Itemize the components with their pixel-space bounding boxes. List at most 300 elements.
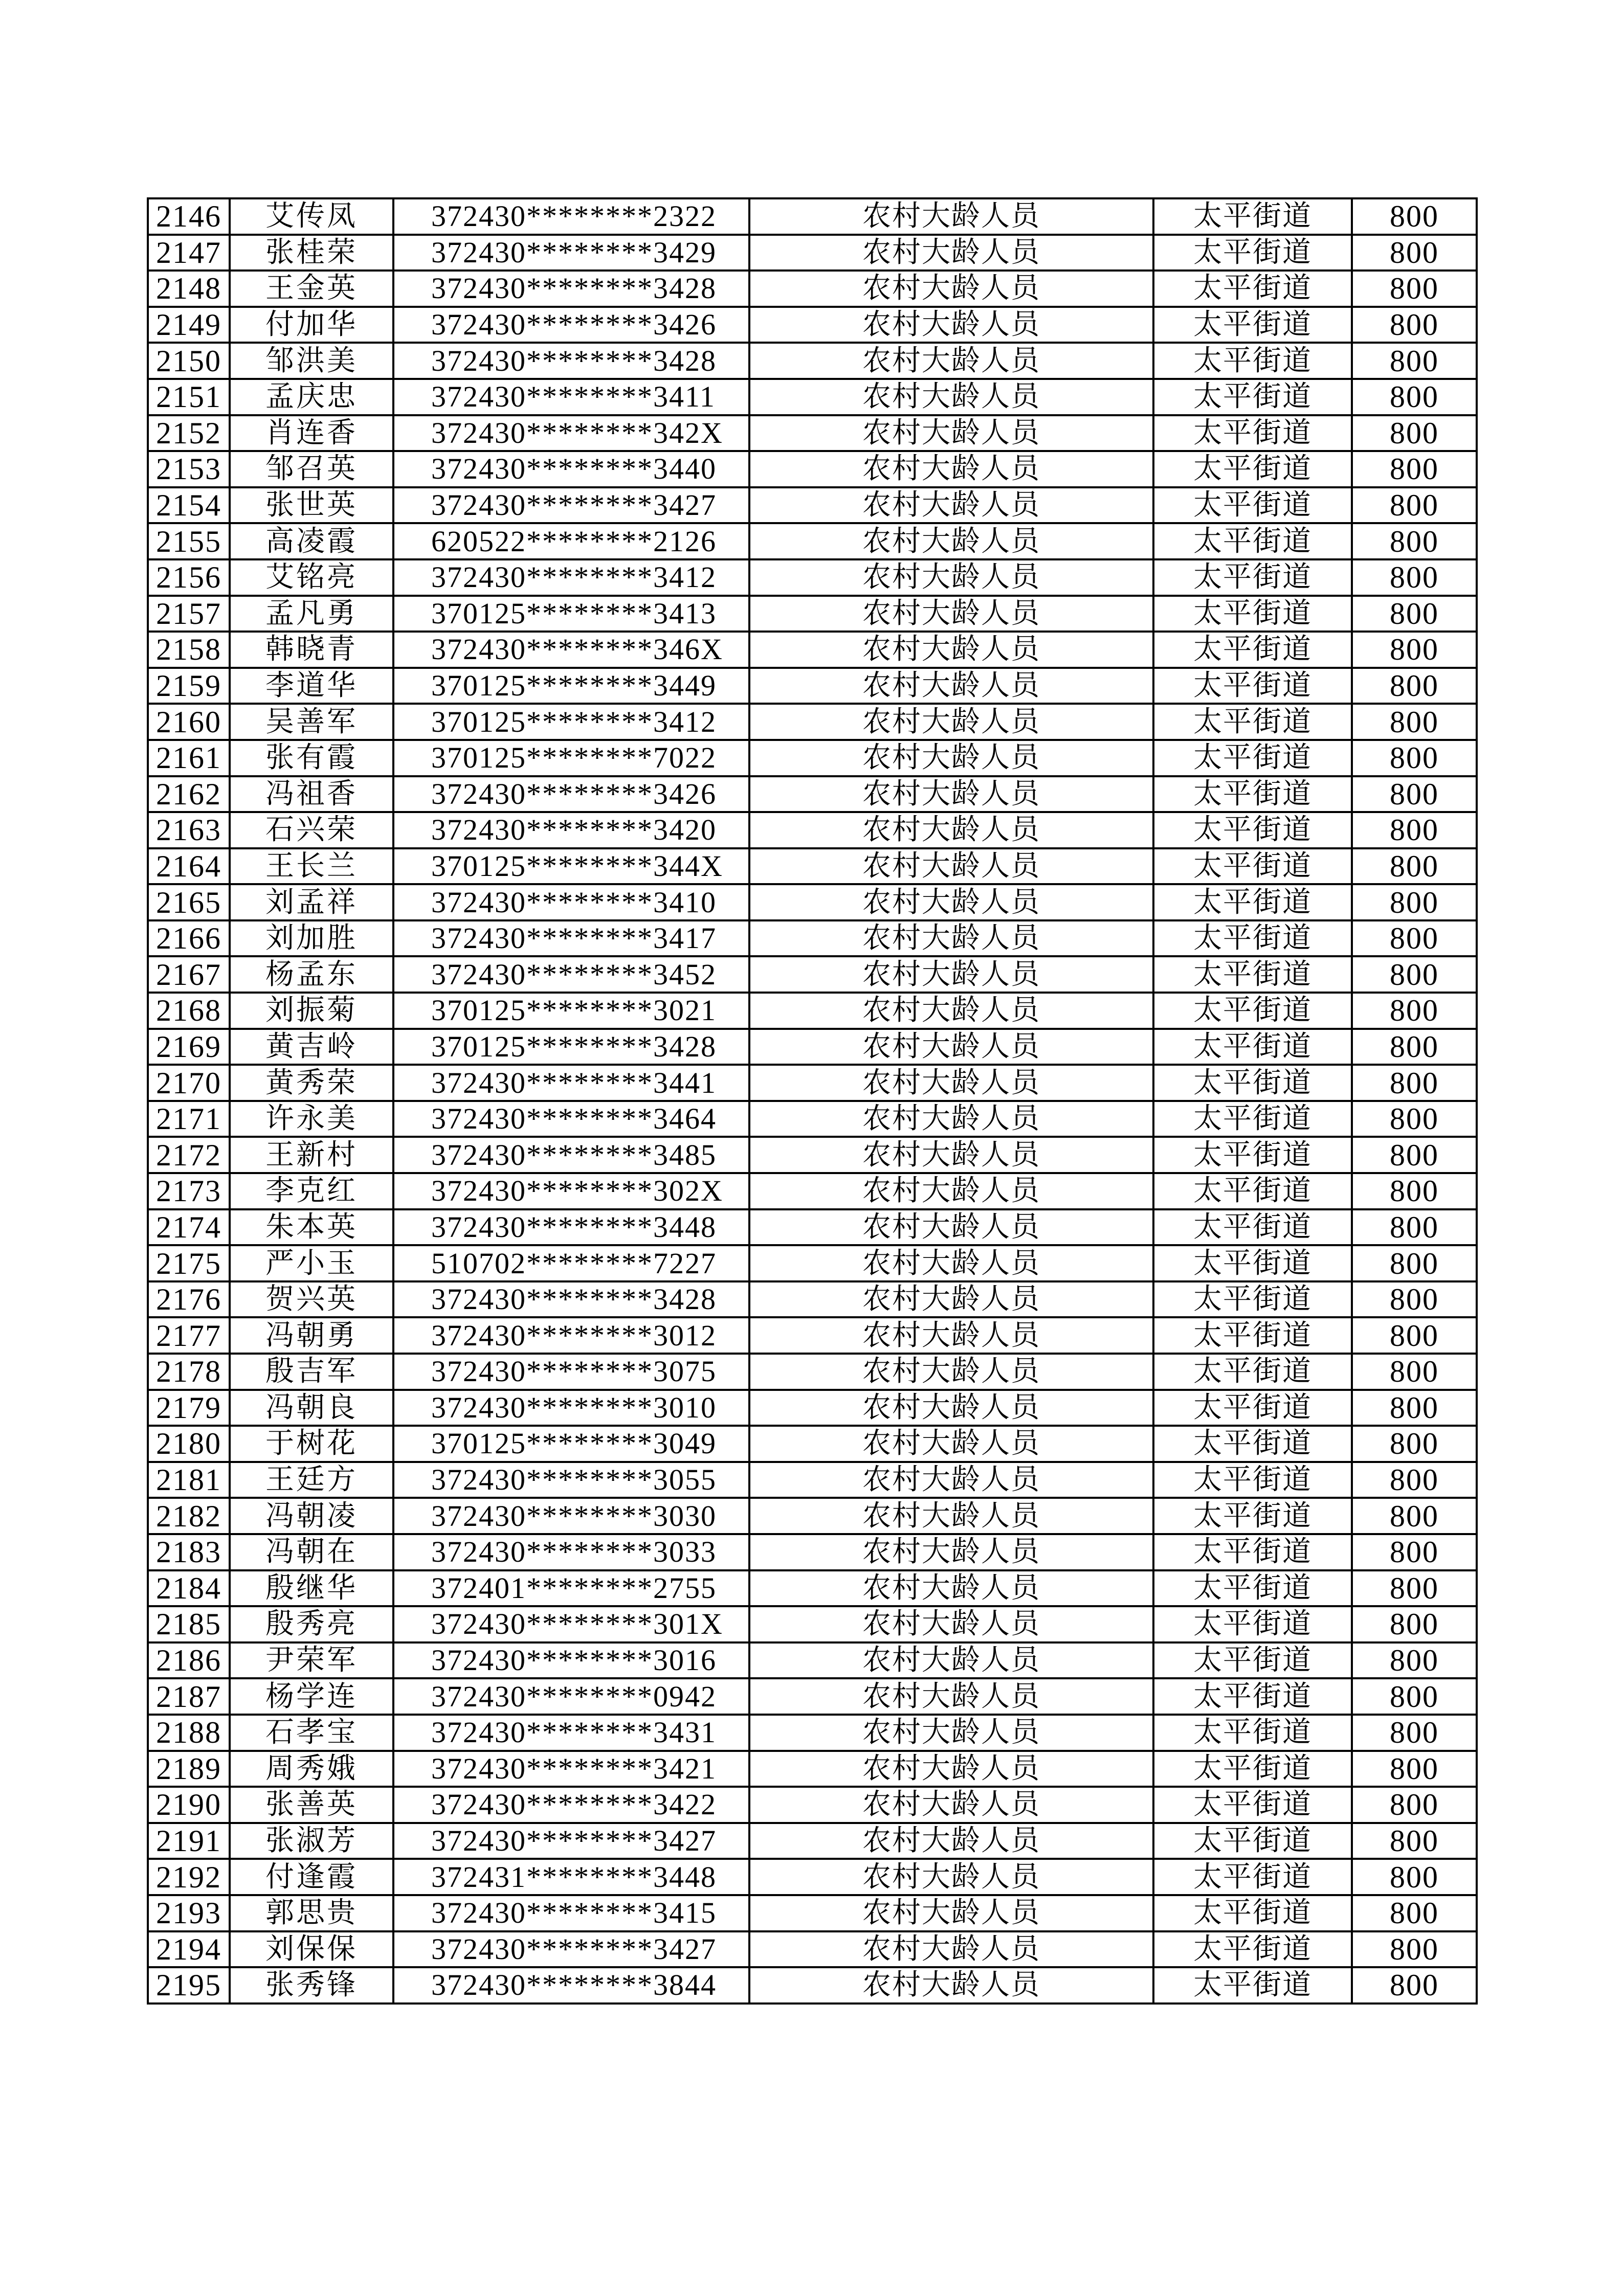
name-cell: 艾传凤 xyxy=(230,198,393,235)
row-number-cell: 2164 xyxy=(148,848,230,885)
table-row xyxy=(148,812,1477,848)
table-row xyxy=(148,1895,1477,1931)
name-cell: 周秀娥 xyxy=(230,1751,393,1787)
id-number-cell: 372430********3420 xyxy=(393,812,749,848)
category-cell: 农村大龄人员 xyxy=(749,993,1153,1029)
street-cell: 太平街道 xyxy=(1153,1209,1352,1246)
table-row xyxy=(148,704,1477,740)
name-cell: 贺兴英 xyxy=(230,1281,393,1318)
name-cell: 李道华 xyxy=(230,668,393,704)
amount-cell: 800 xyxy=(1352,812,1477,848)
amount-cell: 800 xyxy=(1352,668,1477,704)
category-cell: 农村大龄人员 xyxy=(749,1426,1153,1462)
category-cell: 农村大龄人员 xyxy=(749,632,1153,668)
amount-cell: 800 xyxy=(1352,415,1477,452)
id-number-cell: 372430********3415 xyxy=(393,1895,749,1931)
street-cell: 太平街道 xyxy=(1153,307,1352,343)
table-row xyxy=(148,1715,1477,1751)
street-cell: 太平街道 xyxy=(1153,848,1352,885)
street-cell: 太平街道 xyxy=(1153,379,1352,415)
category-cell: 农村大龄人员 xyxy=(749,235,1153,271)
id-number-cell: 372430********3464 xyxy=(393,1101,749,1137)
name-cell: 刘振菊 xyxy=(230,993,393,1029)
amount-cell: 800 xyxy=(1352,379,1477,415)
id-number-cell: 372430********3422 xyxy=(393,1787,749,1823)
category-cell: 农村大龄人员 xyxy=(749,1390,1153,1426)
category-cell: 农村大龄人员 xyxy=(749,1895,1153,1931)
amount-cell: 800 xyxy=(1352,704,1477,740)
street-cell: 太平街道 xyxy=(1153,1426,1352,1462)
id-number-cell: 510702********7227 xyxy=(393,1245,749,1281)
row-number-cell: 2159 xyxy=(148,668,230,704)
id-number-cell: 370125********344X xyxy=(393,848,749,885)
street-cell: 太平街道 xyxy=(1153,1570,1352,1607)
table-row xyxy=(148,776,1477,813)
id-number-cell: 372430********3412 xyxy=(393,559,749,596)
id-number-cell: 372401********2755 xyxy=(393,1570,749,1607)
name-cell: 孟庆忠 xyxy=(230,379,393,415)
name-cell: 肖连香 xyxy=(230,415,393,452)
row-number-cell: 2152 xyxy=(148,415,230,452)
amount-cell: 800 xyxy=(1352,307,1477,343)
id-number-cell: 620522********2126 xyxy=(393,523,749,559)
category-cell: 农村大龄人员 xyxy=(749,1065,1153,1101)
category-cell: 农村大龄人员 xyxy=(749,1281,1153,1318)
category-cell: 农村大龄人员 xyxy=(749,415,1153,452)
row-number-cell: 2179 xyxy=(148,1390,230,1426)
street-cell: 太平街道 xyxy=(1153,1895,1352,1931)
name-cell: 李克红 xyxy=(230,1173,393,1209)
name-cell: 尹荣军 xyxy=(230,1642,393,1679)
category-cell: 农村大龄人员 xyxy=(749,559,1153,596)
amount-cell: 800 xyxy=(1352,559,1477,596)
category-cell: 农村大龄人员 xyxy=(749,668,1153,704)
id-number-cell: 372430********301X xyxy=(393,1606,749,1642)
id-number-cell: 372430********3427 xyxy=(393,1823,749,1859)
amount-cell: 800 xyxy=(1352,740,1477,776)
name-cell: 王长兰 xyxy=(230,848,393,885)
id-number-cell: 372430********3410 xyxy=(393,884,749,920)
street-cell: 太平街道 xyxy=(1153,487,1352,524)
amount-cell: 800 xyxy=(1352,1498,1477,1534)
id-number-cell: 372430********3441 xyxy=(393,1065,749,1101)
table-row xyxy=(148,1354,1477,1390)
id-number-cell: 372430********2322 xyxy=(393,198,749,235)
id-number-cell: 370125********3413 xyxy=(393,596,749,632)
table-row xyxy=(148,1823,1477,1859)
id-number-cell: 372430********3427 xyxy=(393,487,749,524)
row-number-cell: 2195 xyxy=(148,1967,230,2004)
row-number-cell: 2180 xyxy=(148,1426,230,1462)
name-cell: 张秀锋 xyxy=(230,1967,393,2004)
street-cell: 太平街道 xyxy=(1153,235,1352,271)
category-cell: 农村大龄人员 xyxy=(749,1967,1153,2004)
name-cell: 王金英 xyxy=(230,271,393,307)
id-number-cell: 372430********3844 xyxy=(393,1967,749,2004)
street-cell: 太平街道 xyxy=(1153,812,1352,848)
street-cell: 太平街道 xyxy=(1153,1715,1352,1751)
table-row xyxy=(148,740,1477,776)
street-cell: 太平街道 xyxy=(1153,596,1352,632)
amount-cell: 800 xyxy=(1352,1642,1477,1679)
street-cell: 太平街道 xyxy=(1153,1462,1352,1498)
name-cell: 吴善军 xyxy=(230,704,393,740)
amount-cell: 800 xyxy=(1352,920,1477,957)
category-cell: 农村大龄人员 xyxy=(749,704,1153,740)
row-number-cell: 2191 xyxy=(148,1823,230,1859)
street-cell: 太平街道 xyxy=(1153,1317,1352,1354)
street-cell: 太平街道 xyxy=(1153,1029,1352,1065)
amount-cell: 800 xyxy=(1352,1859,1477,1895)
amount-cell: 800 xyxy=(1352,1895,1477,1931)
street-cell: 太平街道 xyxy=(1153,451,1352,487)
amount-cell: 800 xyxy=(1352,1823,1477,1859)
amount-cell: 800 xyxy=(1352,1606,1477,1642)
name-cell: 张桂荣 xyxy=(230,235,393,271)
id-number-cell: 372430********3421 xyxy=(393,1751,749,1787)
category-cell: 农村大龄人员 xyxy=(749,596,1153,632)
row-number-cell: 2167 xyxy=(148,956,230,993)
category-cell: 农村大龄人员 xyxy=(749,1787,1153,1823)
category-cell: 农村大龄人员 xyxy=(749,1245,1153,1281)
table-row xyxy=(148,1498,1477,1534)
street-cell: 太平街道 xyxy=(1153,523,1352,559)
street-cell: 太平街道 xyxy=(1153,1606,1352,1642)
category-cell: 农村大龄人员 xyxy=(749,1570,1153,1607)
amount-cell: 800 xyxy=(1352,1173,1477,1209)
table-row xyxy=(148,307,1477,343)
table-row xyxy=(148,1534,1477,1570)
street-cell: 太平街道 xyxy=(1153,1498,1352,1534)
row-number-cell: 2173 xyxy=(148,1173,230,1209)
street-cell: 太平街道 xyxy=(1153,704,1352,740)
name-cell: 艾铭亮 xyxy=(230,559,393,596)
table-row xyxy=(148,632,1477,668)
street-cell: 太平街道 xyxy=(1153,1751,1352,1787)
row-number-cell: 2165 xyxy=(148,884,230,920)
street-cell: 太平街道 xyxy=(1153,343,1352,379)
street-cell: 太平街道 xyxy=(1153,1390,1352,1426)
row-number-cell: 2172 xyxy=(148,1137,230,1173)
row-number-cell: 2151 xyxy=(148,379,230,415)
table-row xyxy=(148,1137,1477,1173)
amount-cell: 800 xyxy=(1352,1317,1477,1354)
table-row xyxy=(148,956,1477,993)
row-number-cell: 2182 xyxy=(148,1498,230,1534)
id-number-cell: 372430********3440 xyxy=(393,451,749,487)
category-cell: 农村大龄人员 xyxy=(749,1642,1153,1679)
id-number-cell: 372430********3428 xyxy=(393,343,749,379)
street-cell: 太平街道 xyxy=(1153,632,1352,668)
table-row xyxy=(148,1967,1477,2004)
amount-cell: 800 xyxy=(1352,1967,1477,2004)
table-row xyxy=(148,523,1477,559)
id-number-cell: 370125********3412 xyxy=(393,704,749,740)
table-row xyxy=(148,1570,1477,1607)
name-cell: 付逢霞 xyxy=(230,1859,393,1895)
name-cell: 付加华 xyxy=(230,307,393,343)
row-number-cell: 2177 xyxy=(148,1317,230,1354)
street-cell: 太平街道 xyxy=(1153,740,1352,776)
row-number-cell: 2147 xyxy=(148,235,230,271)
amount-cell: 800 xyxy=(1352,884,1477,920)
amount-cell: 800 xyxy=(1352,343,1477,379)
id-number-cell: 372430********0942 xyxy=(393,1678,749,1715)
row-number-cell: 2186 xyxy=(148,1642,230,1679)
category-cell: 农村大龄人员 xyxy=(749,1317,1153,1354)
table-row xyxy=(148,1065,1477,1101)
id-number-cell: 372430********3485 xyxy=(393,1137,749,1173)
amount-cell: 800 xyxy=(1352,1137,1477,1173)
street-cell: 太平街道 xyxy=(1153,776,1352,813)
category-cell: 农村大龄人员 xyxy=(749,487,1153,524)
row-number-cell: 2166 xyxy=(148,920,230,957)
table-row xyxy=(148,1642,1477,1679)
table-row xyxy=(148,1462,1477,1498)
amount-cell: 800 xyxy=(1352,1029,1477,1065)
id-number-cell: 372431********3448 xyxy=(393,1859,749,1895)
category-cell: 农村大龄人员 xyxy=(749,920,1153,957)
row-number-cell: 2160 xyxy=(148,704,230,740)
category-cell: 农村大龄人员 xyxy=(749,956,1153,993)
amount-cell: 800 xyxy=(1352,848,1477,885)
name-cell: 高凌霞 xyxy=(230,523,393,559)
row-number-cell: 2148 xyxy=(148,271,230,307)
table-row xyxy=(148,1281,1477,1318)
id-number-cell: 372430********3429 xyxy=(393,235,749,271)
amount-cell: 800 xyxy=(1352,1354,1477,1390)
name-cell: 王廷方 xyxy=(230,1462,393,1498)
amount-cell: 800 xyxy=(1352,1751,1477,1787)
table-row xyxy=(148,415,1477,452)
street-cell: 太平街道 xyxy=(1153,559,1352,596)
table-row xyxy=(148,1426,1477,1462)
id-number-cell: 372430********3452 xyxy=(393,956,749,993)
table-row xyxy=(148,1931,1477,1968)
id-number-cell: 370125********3049 xyxy=(393,1426,749,1462)
id-number-cell: 372430********3055 xyxy=(393,1462,749,1498)
row-number-cell: 2150 xyxy=(148,343,230,379)
name-cell: 郭思贵 xyxy=(230,1895,393,1931)
id-number-cell: 372430********3428 xyxy=(393,271,749,307)
street-cell: 太平街道 xyxy=(1153,1354,1352,1390)
category-cell: 农村大龄人员 xyxy=(749,1137,1153,1173)
row-number-cell: 2171 xyxy=(148,1101,230,1137)
street-cell: 太平街道 xyxy=(1153,271,1352,307)
street-cell: 太平街道 xyxy=(1153,1137,1352,1173)
id-number-cell: 372430********3426 xyxy=(393,307,749,343)
category-cell: 农村大龄人员 xyxy=(749,307,1153,343)
category-cell: 农村大龄人员 xyxy=(749,1931,1153,1968)
table-row xyxy=(148,487,1477,524)
street-cell: 太平街道 xyxy=(1153,884,1352,920)
name-cell: 严小玉 xyxy=(230,1245,393,1281)
row-number-cell: 2169 xyxy=(148,1029,230,1065)
street-cell: 太平街道 xyxy=(1153,1823,1352,1859)
street-cell: 太平街道 xyxy=(1153,1101,1352,1137)
table-row xyxy=(148,451,1477,487)
category-cell: 农村大龄人员 xyxy=(749,1606,1153,1642)
amount-cell: 800 xyxy=(1352,776,1477,813)
row-number-cell: 2192 xyxy=(148,1859,230,1895)
id-number-cell: 370125********3428 xyxy=(393,1029,749,1065)
amount-cell: 800 xyxy=(1352,1065,1477,1101)
name-cell: 刘孟祥 xyxy=(230,884,393,920)
amount-cell: 800 xyxy=(1352,1426,1477,1462)
category-cell: 农村大龄人员 xyxy=(749,1209,1153,1246)
amount-cell: 800 xyxy=(1352,1787,1477,1823)
table-row xyxy=(148,1859,1477,1895)
table-row xyxy=(148,271,1477,307)
amount-cell: 800 xyxy=(1352,487,1477,524)
row-number-cell: 2153 xyxy=(148,451,230,487)
category-cell: 农村大龄人员 xyxy=(749,1173,1153,1209)
category-cell: 农村大龄人员 xyxy=(749,379,1153,415)
amount-cell: 800 xyxy=(1352,271,1477,307)
category-cell: 农村大龄人员 xyxy=(749,1678,1153,1715)
row-number-cell: 2161 xyxy=(148,740,230,776)
street-cell: 太平街道 xyxy=(1153,668,1352,704)
amount-cell: 800 xyxy=(1352,1281,1477,1318)
amount-cell: 800 xyxy=(1352,1534,1477,1570)
table-row xyxy=(148,1101,1477,1137)
table-row xyxy=(148,1245,1477,1281)
table-row xyxy=(148,884,1477,920)
row-number-cell: 2190 xyxy=(148,1787,230,1823)
table-row xyxy=(148,848,1477,885)
name-cell: 邹召英 xyxy=(230,451,393,487)
id-number-cell: 372430********3010 xyxy=(393,1390,749,1426)
category-cell: 农村大龄人员 xyxy=(749,1715,1153,1751)
category-cell: 农村大龄人员 xyxy=(749,812,1153,848)
row-number-cell: 2183 xyxy=(148,1534,230,1570)
amount-cell: 800 xyxy=(1352,1462,1477,1498)
street-cell: 太平街道 xyxy=(1153,1678,1352,1715)
category-cell: 农村大龄人员 xyxy=(749,740,1153,776)
row-number-cell: 2174 xyxy=(148,1209,230,1246)
table-row xyxy=(148,559,1477,596)
id-number-cell: 370125********3449 xyxy=(393,668,749,704)
category-cell: 农村大龄人员 xyxy=(749,343,1153,379)
amount-cell: 800 xyxy=(1352,451,1477,487)
table-row xyxy=(148,1390,1477,1426)
name-cell: 刘加胜 xyxy=(230,920,393,957)
name-cell: 冯朝在 xyxy=(230,1534,393,1570)
name-cell: 于树花 xyxy=(230,1426,393,1462)
street-cell: 太平街道 xyxy=(1153,993,1352,1029)
row-number-cell: 2178 xyxy=(148,1354,230,1390)
table-row xyxy=(148,343,1477,379)
category-cell: 农村大龄人员 xyxy=(749,1823,1153,1859)
name-cell: 殷继华 xyxy=(230,1570,393,1607)
category-cell: 农村大龄人员 xyxy=(749,451,1153,487)
name-cell: 张淑芳 xyxy=(230,1823,393,1859)
row-number-cell: 2175 xyxy=(148,1245,230,1281)
amount-cell: 800 xyxy=(1352,1101,1477,1137)
row-number-cell: 2189 xyxy=(148,1751,230,1787)
amount-cell: 800 xyxy=(1352,993,1477,1029)
table-row xyxy=(148,1029,1477,1065)
name-cell: 石孝宝 xyxy=(230,1715,393,1751)
id-number-cell: 372430********3075 xyxy=(393,1354,749,1390)
table-row xyxy=(148,668,1477,704)
street-cell: 太平街道 xyxy=(1153,1642,1352,1679)
category-cell: 农村大龄人员 xyxy=(749,1751,1153,1787)
row-number-cell: 2185 xyxy=(148,1606,230,1642)
row-number-cell: 2193 xyxy=(148,1895,230,1931)
amount-cell: 800 xyxy=(1352,235,1477,271)
name-cell: 黄吉岭 xyxy=(230,1029,393,1065)
street-cell: 太平街道 xyxy=(1153,920,1352,957)
amount-cell: 800 xyxy=(1352,1678,1477,1715)
category-cell: 农村大龄人员 xyxy=(749,523,1153,559)
category-cell: 农村大龄人员 xyxy=(749,271,1153,307)
row-number-cell: 2176 xyxy=(148,1281,230,1318)
name-cell: 刘保保 xyxy=(230,1931,393,1968)
category-cell: 农村大龄人员 xyxy=(749,1029,1153,1065)
row-number-cell: 2157 xyxy=(148,596,230,632)
category-cell: 农村大龄人员 xyxy=(749,1354,1153,1390)
street-cell: 太平街道 xyxy=(1153,1859,1352,1895)
amount-cell: 800 xyxy=(1352,1570,1477,1607)
row-number-cell: 2168 xyxy=(148,993,230,1029)
id-number-cell: 372430********3411 xyxy=(393,379,749,415)
amount-cell: 800 xyxy=(1352,1931,1477,1968)
street-cell: 太平街道 xyxy=(1153,1281,1352,1318)
table-row xyxy=(148,920,1477,957)
id-number-cell: 370125********7022 xyxy=(393,740,749,776)
id-number-cell: 370125********3021 xyxy=(393,993,749,1029)
amount-cell: 800 xyxy=(1352,632,1477,668)
id-number-cell: 372430********3012 xyxy=(393,1317,749,1354)
amount-cell: 800 xyxy=(1352,1715,1477,1751)
name-cell: 王新村 xyxy=(230,1137,393,1173)
row-number-cell: 2181 xyxy=(148,1462,230,1498)
street-cell: 太平街道 xyxy=(1153,1931,1352,1968)
table-row xyxy=(148,1173,1477,1209)
amount-cell: 800 xyxy=(1352,1390,1477,1426)
table-row xyxy=(148,198,1477,235)
name-cell: 殷吉军 xyxy=(230,1354,393,1390)
table-row xyxy=(148,379,1477,415)
category-cell: 农村大龄人员 xyxy=(749,1462,1153,1498)
row-number-cell: 2154 xyxy=(148,487,230,524)
table-row xyxy=(148,596,1477,632)
amount-cell: 800 xyxy=(1352,1245,1477,1281)
amount-cell: 800 xyxy=(1352,1209,1477,1246)
row-number-cell: 2188 xyxy=(148,1715,230,1751)
street-cell: 太平街道 xyxy=(1153,1534,1352,1570)
id-number-cell: 372430********3417 xyxy=(393,920,749,957)
table-body xyxy=(148,198,1477,2004)
name-cell: 石兴荣 xyxy=(230,812,393,848)
street-cell: 太平街道 xyxy=(1153,1173,1352,1209)
id-number-cell: 372430********3033 xyxy=(393,1534,749,1570)
category-cell: 农村大龄人员 xyxy=(749,1498,1153,1534)
id-number-cell: 372430********3428 xyxy=(393,1281,749,1318)
name-cell: 冯朝勇 xyxy=(230,1317,393,1354)
name-cell: 邹洪美 xyxy=(230,343,393,379)
name-cell: 韩晓青 xyxy=(230,632,393,668)
row-number-cell: 2149 xyxy=(148,307,230,343)
street-cell: 太平街道 xyxy=(1153,1787,1352,1823)
table-row xyxy=(148,1606,1477,1642)
name-cell: 张善英 xyxy=(230,1787,393,1823)
id-number-cell: 372430********302X xyxy=(393,1173,749,1209)
row-number-cell: 2170 xyxy=(148,1065,230,1101)
category-cell: 农村大龄人员 xyxy=(749,1859,1153,1895)
subsidy-roster-table xyxy=(147,197,1478,2005)
